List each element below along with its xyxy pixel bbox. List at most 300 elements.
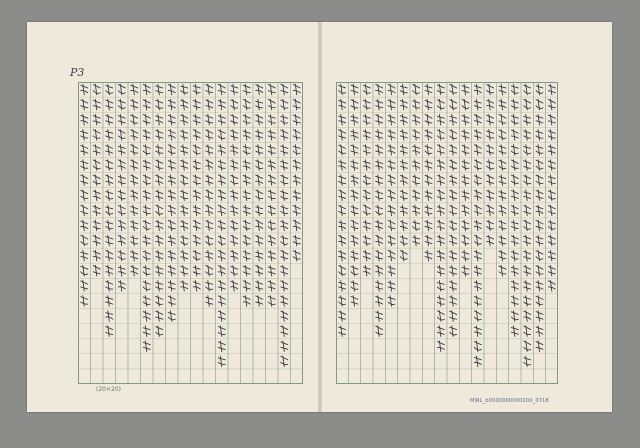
handwritten-character: [243, 265, 250, 276]
handwritten-character: [450, 235, 457, 246]
handwritten-character: [499, 235, 506, 246]
handwritten-character: [524, 235, 531, 246]
handwritten-character: [524, 281, 531, 292]
handwritten-character: [156, 130, 163, 141]
handwritten-character: [168, 145, 175, 156]
handwritten-character: [474, 326, 481, 337]
handwritten-character: [400, 160, 407, 171]
handwritten-character: [81, 114, 88, 125]
handwritten-character: [281, 265, 288, 276]
handwritten-character: [156, 175, 163, 186]
handwritten-character: [388, 99, 395, 110]
handwritten-character: [81, 265, 88, 276]
handwritten-character: [218, 114, 225, 125]
handwritten-character: [388, 160, 395, 171]
handwritten-character: [351, 160, 358, 171]
handwritten-character: [548, 175, 555, 186]
handwritten-character: [351, 220, 358, 231]
handwritten-character: [425, 235, 432, 246]
handwritten-character: [93, 190, 100, 201]
handwritten-character: [437, 311, 444, 322]
handwritten-character: [268, 220, 275, 231]
handwritten-character: [388, 296, 395, 307]
handwritten-character: [181, 175, 188, 186]
handwritten-character: [118, 205, 125, 216]
handwritten-character: [143, 326, 150, 337]
handwritten-character: [231, 220, 238, 231]
handwritten-character: [81, 190, 88, 201]
handwritten-character: [256, 160, 263, 171]
handwritten-character: [231, 114, 238, 125]
handwritten-character: [536, 296, 543, 307]
handwritten-character: [376, 175, 383, 186]
handwritten-character: [256, 130, 263, 141]
handwritten-character: [218, 205, 225, 216]
handwritten-character: [536, 130, 543, 141]
left-grid-lines: [78, 82, 303, 384]
handwritten-character: [281, 205, 288, 216]
handwritten-character: [181, 265, 188, 276]
handwritten-character: [281, 130, 288, 141]
handwritten-character: [243, 235, 250, 246]
handwritten-character: [388, 84, 395, 95]
handwritten-character: [376, 190, 383, 201]
handwritten-character: [487, 160, 494, 171]
right-grid-page: [336, 82, 558, 384]
handwritten-character: [293, 190, 300, 201]
handwritten-character: [474, 220, 481, 231]
handwritten-character: [293, 130, 300, 141]
handwritten-character: [524, 296, 531, 307]
handwritten-character: [511, 145, 518, 156]
handwritten-character: [339, 326, 346, 337]
handwritten-character: [351, 235, 358, 246]
handwritten-character: [499, 220, 506, 231]
handwritten-character: [143, 296, 150, 307]
handwritten-character: [93, 114, 100, 125]
handwritten-character: [339, 205, 346, 216]
handwritten-character: [206, 205, 213, 216]
handwritten-character: [524, 99, 531, 110]
handwritten-character: [256, 145, 263, 156]
handwritten-character: [106, 326, 113, 337]
handwritten-character: [499, 265, 506, 276]
handwritten-character: [131, 220, 138, 231]
handwritten-character: [131, 265, 138, 276]
handwritten-character: [218, 190, 225, 201]
handwritten-character: [81, 296, 88, 307]
handwritten-character: [243, 99, 250, 110]
handwritten-character: [400, 84, 407, 95]
handwritten-character: [118, 130, 125, 141]
archive-id-stamp: MWL_b0000000000000_0718: [470, 398, 549, 404]
handwritten-character: [413, 130, 420, 141]
handwritten-character: [193, 220, 200, 231]
handwritten-character: [511, 220, 518, 231]
handwritten-character: [511, 296, 518, 307]
handwritten-character: [339, 281, 346, 292]
handwritten-character: [143, 311, 150, 322]
handwritten-character: [351, 190, 358, 201]
handwritten-character: [181, 235, 188, 246]
handwritten-character: [231, 99, 238, 110]
handwritten-character: [450, 311, 457, 322]
handwritten-character: [143, 130, 150, 141]
handwritten-character: [106, 250, 113, 261]
handwritten-character: [206, 296, 213, 307]
handwritten-character: [118, 250, 125, 261]
handwritten-character: [474, 341, 481, 352]
handwritten-character: [339, 114, 346, 125]
handwritten-character: [293, 205, 300, 216]
handwritten-character: [511, 311, 518, 322]
handwritten-character: [376, 84, 383, 95]
handwritten-character: [118, 265, 125, 276]
handwritten-character: [93, 220, 100, 231]
handwritten-character: [206, 175, 213, 186]
handwritten-character: [462, 205, 469, 216]
handwritten-character: [118, 190, 125, 201]
handwritten-character: [131, 190, 138, 201]
handwritten-character: [268, 175, 275, 186]
handwritten-character: [268, 250, 275, 261]
handwritten-character: [499, 130, 506, 141]
handwritten-character: [93, 250, 100, 261]
handwritten-character: [106, 114, 113, 125]
handwritten-character: [243, 205, 250, 216]
handwritten-character: [450, 250, 457, 261]
handwritten-character: [193, 205, 200, 216]
handwritten-character: [425, 130, 432, 141]
handwritten-character: [462, 145, 469, 156]
handwritten-character: [536, 205, 543, 216]
handwritten-character: [156, 250, 163, 261]
handwritten-character: [413, 190, 420, 201]
handwritten-character: [81, 130, 88, 141]
handwritten-character: [339, 145, 346, 156]
handwritten-character: [524, 265, 531, 276]
handwritten-character: [511, 99, 518, 110]
handwritten-character: [106, 84, 113, 95]
handwritten-character: [524, 160, 531, 171]
handwritten-character: [206, 99, 213, 110]
handwritten-character: [131, 99, 138, 110]
handwritten-character: [168, 250, 175, 261]
handwritten-character: [293, 220, 300, 231]
handwritten-character: [143, 235, 150, 246]
handwritten-character: [256, 265, 263, 276]
handwritten-character: [450, 114, 457, 125]
handwritten-character: [206, 220, 213, 231]
handwritten-character: [93, 160, 100, 171]
handwritten-character: [462, 235, 469, 246]
handwritten-character: [536, 99, 543, 110]
handwritten-character: [168, 265, 175, 276]
handwritten-character: [376, 296, 383, 307]
handwritten-character: [487, 145, 494, 156]
handwritten-character: [511, 160, 518, 171]
handwritten-character: [193, 250, 200, 261]
handwritten-character: [256, 175, 263, 186]
handwritten-character: [425, 99, 432, 110]
handwritten-character: [450, 205, 457, 216]
handwritten-character: [388, 145, 395, 156]
handwritten-character: [351, 205, 358, 216]
handwritten-character: [156, 326, 163, 337]
handwritten-character: [376, 265, 383, 276]
handwritten-character: [93, 130, 100, 141]
handwritten-character: [168, 220, 175, 231]
handwritten-character: [243, 220, 250, 231]
handwritten-character: [363, 190, 370, 201]
handwritten-character: [218, 326, 225, 337]
handwritten-character: [231, 281, 238, 292]
handwritten-character: [376, 99, 383, 110]
handwritten-character: [462, 160, 469, 171]
handwritten-character: [351, 250, 358, 261]
handwritten-character: [168, 130, 175, 141]
handwritten-character: [450, 175, 457, 186]
handwritten-character: [268, 265, 275, 276]
handwritten-character: [511, 250, 518, 261]
handwritten-character: [499, 114, 506, 125]
handwritten-character: [243, 190, 250, 201]
handwritten-character: [243, 160, 250, 171]
handwritten-character: [206, 145, 213, 156]
handwritten-character: [339, 84, 346, 95]
handwritten-character: [437, 326, 444, 337]
handwritten-character: [256, 250, 263, 261]
handwritten-character: [293, 235, 300, 246]
handwritten-character: [413, 114, 420, 125]
handwritten-character: [293, 145, 300, 156]
handwritten-character: [388, 250, 395, 261]
handwritten-character: [156, 190, 163, 201]
handwritten-character: [388, 205, 395, 216]
handwritten-character: [413, 205, 420, 216]
handwritten-character: [363, 84, 370, 95]
handwritten-character: [243, 114, 250, 125]
handwritten-character: [363, 205, 370, 216]
handwritten-character: [437, 160, 444, 171]
handwritten-character: [548, 281, 555, 292]
handwritten-character: [400, 220, 407, 231]
handwritten-character: [256, 235, 263, 246]
handwritten-character: [243, 175, 250, 186]
handwritten-character: [243, 145, 250, 156]
handwritten-character: [511, 205, 518, 216]
handwritten-character: [437, 220, 444, 231]
handwritten-character: [281, 311, 288, 322]
handwritten-character: [193, 160, 200, 171]
handwritten-character: [143, 114, 150, 125]
handwritten-character: [106, 130, 113, 141]
handwritten-character: [499, 175, 506, 186]
handwritten-character: [437, 235, 444, 246]
handwritten-character: [487, 220, 494, 231]
handwritten-character: [81, 145, 88, 156]
handwritten-character: [131, 84, 138, 95]
handwritten-character: [487, 84, 494, 95]
handwritten-character: [425, 220, 432, 231]
handwritten-character: [376, 130, 383, 141]
handwritten-character: [118, 281, 125, 292]
handwritten-character: [193, 265, 200, 276]
handwritten-character: [281, 326, 288, 337]
handwritten-character: [268, 145, 275, 156]
handwritten-character: [81, 250, 88, 261]
handwritten-character: [487, 99, 494, 110]
handwritten-character: [193, 145, 200, 156]
handwritten-character: [156, 311, 163, 322]
handwritten-character: [474, 99, 481, 110]
handwritten-character: [462, 250, 469, 261]
handwritten-character: [93, 84, 100, 95]
handwritten-character: [388, 235, 395, 246]
handwritten-character: [293, 84, 300, 95]
handwritten-character: [437, 205, 444, 216]
handwritten-character: [462, 175, 469, 186]
handwritten-character: [168, 99, 175, 110]
handwritten-character: [376, 311, 383, 322]
handwritten-character: [511, 326, 518, 337]
handwritten-character: [413, 145, 420, 156]
handwritten-character: [548, 220, 555, 231]
handwritten-character: [425, 145, 432, 156]
handwritten-character: [268, 296, 275, 307]
handwritten-character: [218, 99, 225, 110]
handwritten-character: [181, 190, 188, 201]
handwritten-character: [499, 250, 506, 261]
handwritten-character: [400, 175, 407, 186]
handwritten-character: [339, 130, 346, 141]
handwritten-character: [106, 145, 113, 156]
handwritten-character: [425, 205, 432, 216]
handwritten-character: [218, 220, 225, 231]
handwritten-character: [339, 311, 346, 322]
handwritten-character: [143, 145, 150, 156]
handwritten-character: [118, 84, 125, 95]
handwritten-character: [548, 205, 555, 216]
handwritten-character: [511, 130, 518, 141]
handwritten-character: [450, 145, 457, 156]
handwritten-character: [168, 84, 175, 95]
handwritten-character: [536, 311, 543, 322]
handwritten-character: [243, 250, 250, 261]
handwritten-character: [281, 175, 288, 186]
handwritten-character: [256, 190, 263, 201]
handwritten-character: [351, 296, 358, 307]
handwritten-character: [376, 160, 383, 171]
handwritten-character: [206, 281, 213, 292]
handwritten-character: [351, 114, 358, 125]
handwritten-character: [143, 341, 150, 352]
handwritten-character: [156, 265, 163, 276]
handwritten-character: [511, 84, 518, 95]
handwritten-character: [243, 296, 250, 307]
handwritten-character: [548, 235, 555, 246]
handwritten-character: [351, 145, 358, 156]
handwritten-character: [437, 175, 444, 186]
handwritten-character: [268, 84, 275, 95]
handwritten-character: [231, 265, 238, 276]
handwritten-character: [474, 205, 481, 216]
handwritten-character: [339, 190, 346, 201]
handwritten-character: [231, 160, 238, 171]
handwritten-character: [425, 160, 432, 171]
handwritten-character: [339, 99, 346, 110]
handwritten-character: [193, 281, 200, 292]
handwritten-character: [231, 175, 238, 186]
handwritten-character: [268, 205, 275, 216]
handwritten-character: [536, 175, 543, 186]
handwritten-character: [293, 160, 300, 171]
handwritten-character: [256, 205, 263, 216]
handwritten-character: [388, 281, 395, 292]
handwritten-character: [474, 265, 481, 276]
handwritten-character: [351, 175, 358, 186]
handwritten-character: [143, 281, 150, 292]
handwritten-character: [400, 114, 407, 125]
handwritten-character: [388, 220, 395, 231]
handwritten-character: [548, 160, 555, 171]
handwritten-character: [218, 160, 225, 171]
handwritten-character: [363, 99, 370, 110]
handwritten-character: [106, 296, 113, 307]
handwritten-character: [437, 341, 444, 352]
handwritten-character: [536, 145, 543, 156]
handwritten-character: [376, 205, 383, 216]
handwritten-character: [499, 99, 506, 110]
handwritten-character: [450, 99, 457, 110]
handwritten-character: [413, 160, 420, 171]
handwritten-character: [193, 190, 200, 201]
handwritten-character: [106, 205, 113, 216]
handwritten-character: [106, 190, 113, 201]
handwritten-character: [524, 175, 531, 186]
handwritten-character: [156, 160, 163, 171]
handwritten-character: [156, 145, 163, 156]
right-grid-lines: [336, 82, 558, 384]
handwritten-character: [218, 341, 225, 352]
handwritten-character: [462, 114, 469, 125]
handwritten-character: [487, 205, 494, 216]
handwritten-character: [339, 160, 346, 171]
handwritten-character: [450, 190, 457, 201]
handwritten-character: [548, 130, 555, 141]
handwritten-character: [93, 205, 100, 216]
handwritten-character: [243, 281, 250, 292]
handwritten-character: [548, 145, 555, 156]
handwritten-character: [524, 341, 531, 352]
handwritten-character: [293, 175, 300, 186]
handwritten-character: [450, 220, 457, 231]
handwritten-character: [437, 265, 444, 276]
handwritten-character: [206, 114, 213, 125]
handwritten-character: [218, 265, 225, 276]
handwritten-character: [218, 175, 225, 186]
handwritten-character: [181, 250, 188, 261]
handwritten-character: [524, 84, 531, 95]
handwritten-character: [450, 130, 457, 141]
handwritten-character: [425, 190, 432, 201]
handwritten-character: [339, 235, 346, 246]
handwritten-character: [193, 235, 200, 246]
handwritten-character: [536, 160, 543, 171]
handwritten-character: [351, 130, 358, 141]
handwritten-character: [388, 114, 395, 125]
handwritten-character: [131, 175, 138, 186]
